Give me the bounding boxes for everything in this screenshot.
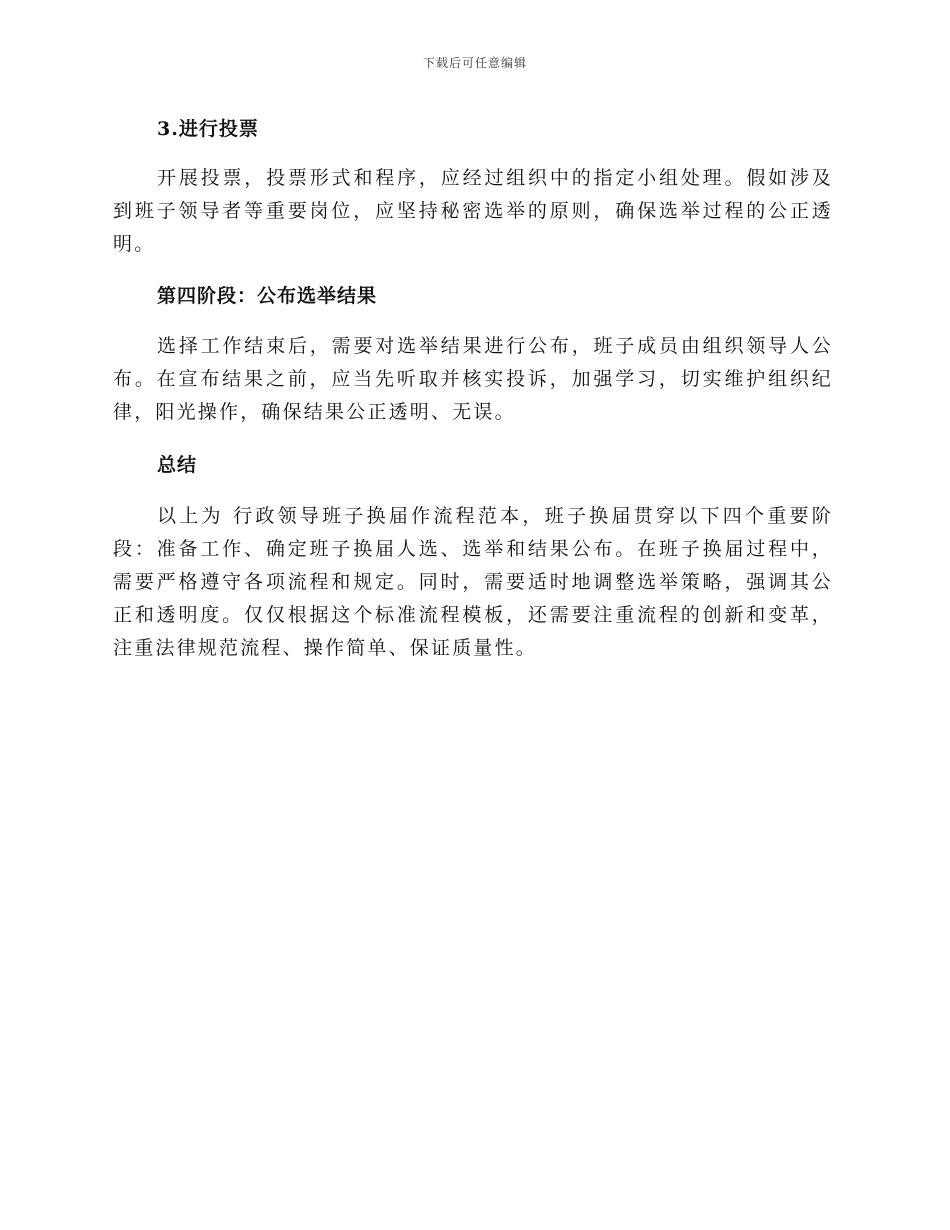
section-paragraph-announce-results: 选择工作结束后，需要对选举结果进行公布，班子成员由组织领导人公布。在宣布结果之前，应当先听取并核实投诉，加强学习，切实维护组织纪律，阳光操作，确保结果公正透明、无误。	[113, 335, 833, 423]
section-paragraph-voting: 开展投票，投票形式和程序，应经过组织中的指定小组处理。假如涉及到班子领导者等重要岗位，应坚持秘密选举的原则，确保选举过程的公正透明。	[113, 167, 833, 255]
section-paragraph-summary: 以上为 行政领导班子换届作流程范本，班子换届贯穿以下四个重要阶段：准备工作、确定班子换届人选、选举和结果公布。在班子换届过程中，需要严格遵守各项流程和规定。同时，需要适时地调整选举策略，强调其公正和透明度。仅仅根据这个标准流程模板，还需要注重流程的创新和变革，注重法律规范流程、操作简单、保证质量性。	[113, 505, 833, 659]
section-heading-summary: 总结	[157, 454, 198, 476]
header-note: 下载后可任意编辑	[422, 56, 527, 70]
document-body	[113, 112, 833, 665]
section-heading-announce-results: 第四阶段：公布选举结果	[157, 285, 378, 307]
section-heading-voting: 3.进行投票	[157, 118, 259, 140]
